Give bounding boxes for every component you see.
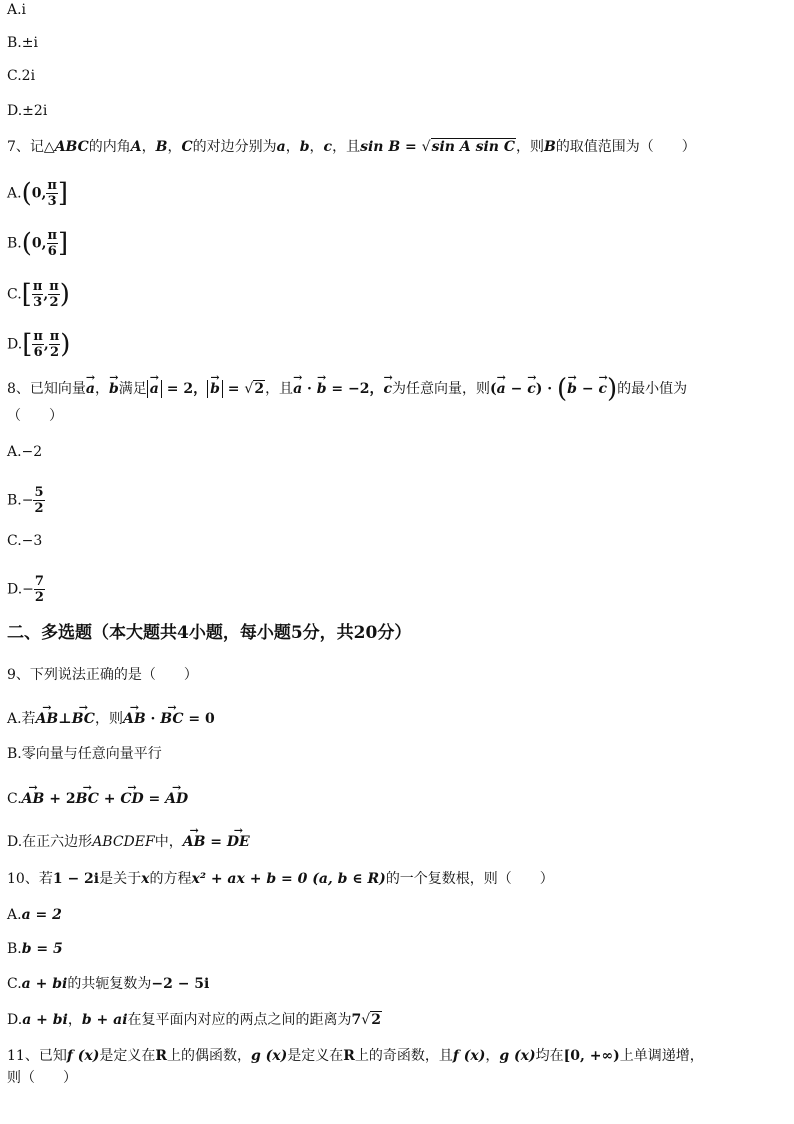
label: C. <box>7 286 22 303</box>
denominator: 2 <box>34 590 44 605</box>
question-10-stem <box>7 869 786 889</box>
denominator: 3 <box>33 295 43 310</box>
text: A.若 <box>7 711 36 727</box>
bracket-open: [ <box>21 279 32 310</box>
math: = −2， <box>326 381 384 397</box>
numerator: π <box>49 329 60 344</box>
q7-option-a <box>7 178 786 209</box>
label: D. <box>7 1012 23 1028</box>
text: 的取值范围为（ ） <box>555 139 696 155</box>
vector-ab: → AB <box>36 709 59 729</box>
text: 在复平面内对应的两点之间的距离为 <box>127 1012 352 1028</box>
q7-option-d <box>7 329 786 360</box>
q7-option-b <box>7 228 786 259</box>
text: 10、若 <box>7 871 53 887</box>
question-11-line2 <box>7 1068 786 1088</box>
text: 是关于 <box>99 871 142 887</box>
option-text: B.零向量与任意向量平行 <box>7 746 162 762</box>
label: D.− <box>7 581 34 598</box>
denominator: 2 <box>49 345 60 360</box>
math: a + bi <box>22 1012 68 1028</box>
math: + <box>98 791 121 807</box>
paren-close: ) <box>60 329 71 360</box>
fraction <box>47 228 59 259</box>
math: a + bi <box>21 976 68 992</box>
text: 的最小值为 <box>617 381 688 397</box>
abs-a: → a <box>147 380 162 398</box>
vector-b: → b <box>317 379 327 399</box>
text: 为任意向量，则 <box>392 381 491 397</box>
numerator: 7 <box>34 574 44 589</box>
math: x <box>141 871 150 887</box>
numerator: π <box>33 329 43 344</box>
paren-open: ( <box>557 374 568 404</box>
text: 的共轭复数为 <box>67 976 152 992</box>
text: ，则 <box>515 139 544 155</box>
dot: · <box>302 381 317 397</box>
bracket-open: [ <box>22 329 33 360</box>
vector-bc: → BC <box>76 789 99 809</box>
bracket-close: ] <box>57 178 69 209</box>
text: 的内角 <box>88 139 131 155</box>
math: g (x) <box>499 1048 536 1064</box>
vector-de: → DE <box>227 832 250 852</box>
option-text: A.i <box>7 2 27 18</box>
hexagon-name: ABCDEF <box>92 834 155 850</box>
fraction <box>49 329 61 360</box>
fraction <box>46 178 58 209</box>
text: ， <box>485 1048 500 1064</box>
q9-option-b <box>7 744 786 764</box>
label: B. <box>7 235 22 252</box>
text: ， <box>141 139 156 155</box>
math: = 0 <box>183 711 215 727</box>
vector-cd: → CD <box>120 789 143 809</box>
question-7-stem <box>7 137 786 157</box>
math: + 2 <box>44 791 76 807</box>
text: 中， <box>154 834 183 850</box>
option-text: B.±i <box>7 35 38 51</box>
label: B.− <box>7 492 34 509</box>
sqrt-sign: √ <box>421 139 431 155</box>
math: ABC <box>54 139 89 155</box>
text: 上的偶函数， <box>166 1048 251 1064</box>
vector-a: → a <box>497 379 506 399</box>
option-text: C.−3 <box>7 533 43 549</box>
text: 上单调递增， <box>619 1048 704 1064</box>
q10-option-c <box>7 974 786 994</box>
vector-b: → b <box>567 379 577 399</box>
paren-close: ) <box>606 374 618 404</box>
text: （ ） <box>7 408 63 424</box>
math: = 2， <box>161 381 208 397</box>
dot: · <box>145 711 161 727</box>
vector-a: → a <box>293 379 302 399</box>
text: 8、已知向量 <box>7 381 86 397</box>
section-title: 二、多选题（本大题共4小题，每小题5分，共20分） <box>7 623 412 643</box>
vector-bc: → BC <box>160 709 183 729</box>
math: sin A sin C <box>431 139 515 155</box>
vector-bc: → BC <box>72 709 95 729</box>
fraction <box>33 485 44 516</box>
text: ，且 <box>332 139 361 155</box>
math: x² + ax + b = 0 (a, b ∈ R) <box>191 871 386 887</box>
numerator: π <box>32 279 43 294</box>
math: − <box>576 381 599 397</box>
math: − <box>505 381 528 397</box>
math: B <box>155 139 168 155</box>
paren-close: ) <box>59 279 70 310</box>
label: D. <box>7 336 23 353</box>
vector-ab: → AB <box>183 832 206 852</box>
vector-a: → a <box>86 379 95 399</box>
math: f (x) <box>66 1048 100 1064</box>
option-d <box>7 101 786 121</box>
denominator: 2 <box>49 295 59 310</box>
math: 0, <box>31 185 47 202</box>
vector-b: → b <box>109 379 119 399</box>
question-9-stem <box>7 665 786 685</box>
question-8-paren <box>7 406 786 426</box>
math: = <box>143 791 166 807</box>
text: 均在 <box>535 1048 564 1064</box>
denominator: 6 <box>33 345 43 360</box>
text: ， <box>309 139 324 155</box>
text: 7、记△ <box>7 139 55 155</box>
text: 上的奇函数，且 <box>354 1048 453 1064</box>
q10-option-d <box>7 1010 786 1030</box>
math: = <box>222 381 245 397</box>
text: 的方程 <box>149 871 192 887</box>
label: A. <box>7 185 22 202</box>
math: a = 2 <box>21 907 62 923</box>
text: 是定义在 <box>99 1048 156 1064</box>
math: R <box>155 1048 167 1064</box>
fraction <box>48 279 60 310</box>
q10-option-a <box>7 905 786 925</box>
fraction <box>32 279 44 310</box>
label: A. <box>7 907 22 923</box>
q9-option-a <box>7 709 786 729</box>
text: 则（ ） <box>7 1070 77 1086</box>
q9-option-c <box>7 789 786 809</box>
math: b = 5 <box>21 941 63 957</box>
bracket-close: ] <box>58 228 69 259</box>
math: C <box>181 139 193 155</box>
math: 2 <box>254 381 265 397</box>
denominator: 3 <box>47 194 57 209</box>
label: C. <box>7 976 22 992</box>
question-11-stem <box>7 1046 786 1066</box>
math: sin B = <box>360 139 422 155</box>
q10-option-b <box>7 939 786 959</box>
label: C. <box>7 791 22 807</box>
numerator: π <box>47 178 57 193</box>
q8-option-d <box>7 574 786 605</box>
math: 2 <box>371 1012 381 1028</box>
math: f (x) <box>452 1048 486 1064</box>
fraction <box>32 329 44 360</box>
numerator: π <box>47 228 58 243</box>
math: 1 − 2i <box>52 871 100 887</box>
numerator: π <box>49 279 59 294</box>
math: b + ai <box>81 1012 128 1028</box>
text: ， <box>67 1012 82 1028</box>
vector-c: → c <box>384 379 393 399</box>
sqrt-sign: √ <box>361 1012 371 1028</box>
comma: , <box>43 336 49 353</box>
text: ，则 <box>94 711 123 727</box>
fraction <box>34 574 45 605</box>
text: 的对边分别为 <box>192 139 277 155</box>
denominator: 6 <box>47 244 57 259</box>
q8-option-c <box>7 531 786 551</box>
option-text: D.±2i <box>7 103 48 119</box>
vector-ab: → AB <box>22 789 45 809</box>
math: R <box>343 1048 355 1064</box>
text: 的一个复数根，则（ ） <box>385 871 554 887</box>
paren-open: ( <box>21 228 32 259</box>
math: [0, +∞) <box>563 1048 620 1064</box>
vector-c: → c <box>598 379 607 399</box>
math: b <box>299 139 310 155</box>
vector-ab: → AB <box>123 709 146 729</box>
question-8-stem <box>7 374 786 404</box>
label: B. <box>7 941 22 957</box>
q7-option-c <box>7 279 786 310</box>
vector-c: → c <box>527 379 536 399</box>
math: g (x) <box>250 1048 288 1064</box>
math: A <box>130 139 142 155</box>
q8-option-a <box>7 442 786 462</box>
abs-b: → b <box>207 380 223 398</box>
text: ， <box>167 139 182 155</box>
math: ( <box>490 381 497 397</box>
perp: ⊥ <box>58 711 72 727</box>
q8-option-b <box>7 485 786 516</box>
option-c <box>7 66 786 86</box>
option-b <box>7 33 786 53</box>
text: 9、下列说法正确的是（ ） <box>7 667 198 683</box>
sqrt-sign: √ <box>244 381 254 397</box>
text: D.在正六边形 <box>7 834 93 850</box>
denominator: 2 <box>34 501 44 516</box>
q9-option-d <box>7 832 786 852</box>
text: 满足 <box>118 381 147 397</box>
text: ，且 <box>265 381 294 397</box>
text: ， <box>285 139 300 155</box>
math: = <box>205 834 227 850</box>
option-text: C.2i <box>7 68 36 84</box>
numerator: 5 <box>34 485 44 500</box>
text: 是定义在 <box>287 1048 344 1064</box>
math: a <box>276 139 286 155</box>
option-text: A.−2 <box>7 444 43 460</box>
vector-ad: → AD <box>165 789 188 809</box>
text: ， <box>95 381 109 397</box>
option-a <box>7 0 786 20</box>
paren-open: ( <box>21 178 32 209</box>
math: −2 − 5i <box>151 976 210 992</box>
comma: , <box>43 286 49 303</box>
math: ) · <box>535 381 558 397</box>
math: B <box>543 139 556 155</box>
text: 11、已知 <box>7 1048 67 1064</box>
math: c <box>323 139 333 155</box>
math: 7 <box>351 1012 362 1028</box>
math: 0, <box>31 235 47 252</box>
